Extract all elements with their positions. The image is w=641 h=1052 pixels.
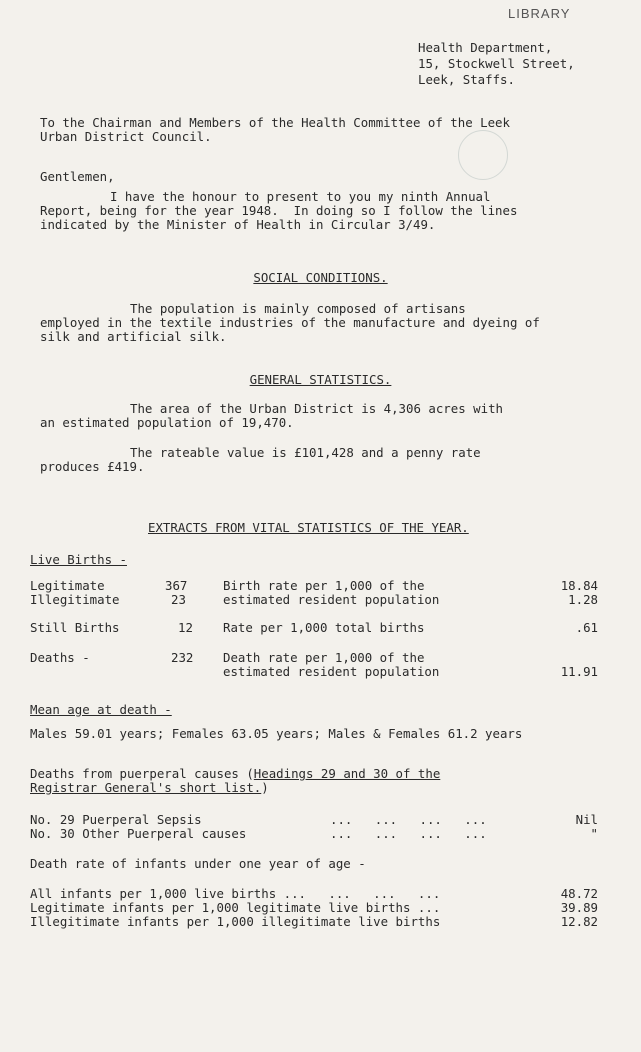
- row-value: .61: [575, 620, 598, 635]
- vital-heading: EXTRACTS FROM VITAL STATISTICS OF THE YEAR.: [148, 520, 469, 535]
- greeting: Gentlemen,: [40, 169, 115, 184]
- row-label: All infants per 1,000 live births ... ... ... ...: [30, 886, 441, 901]
- row-value: Nil: [575, 812, 598, 827]
- mean-age-heading: Mean age at death -: [30, 702, 172, 717]
- social-line-1: The population is mainly composed of artisans: [130, 301, 466, 316]
- address-line-2: 15, Stockwell Street,: [418, 56, 575, 71]
- row-label: Legitimate infants per 1,000 legitimate live births ...: [30, 900, 441, 915]
- row-count: 12: [178, 620, 193, 635]
- row-dots: ... ... ... ...: [330, 812, 487, 827]
- row-label: Deaths -: [30, 650, 90, 665]
- row-value: 48.72: [560, 886, 598, 901]
- general-line-4: produces £419.: [40, 459, 145, 474]
- puerperal-heading-underlined: Headings 29 and 30 of the: [253, 766, 441, 781]
- row-value: 1.28: [568, 592, 598, 607]
- row-desc: Rate per 1,000 total births: [223, 620, 425, 635]
- general-line-3: The rateable value is £101,428 and a penny rate: [130, 445, 481, 460]
- puerperal-heading-plain: Deaths from puerperal causes (: [30, 766, 254, 781]
- row-dots: ... ... ... ...: [330, 826, 487, 841]
- row-count: 232: [171, 650, 194, 665]
- library-stamp: LIBRARY: [508, 6, 571, 21]
- intro-line-2: Report, being for the year 1948. In doing so I follow the lines: [40, 203, 518, 218]
- address-line-1: Health Department,: [418, 40, 553, 55]
- intro-line-1: I have the honour to present to you my ninth Annual: [110, 189, 491, 204]
- row-value: 11.91: [560, 664, 598, 679]
- social-line-2: employed in the textile industries of the manufacture and dyeing of: [40, 315, 540, 330]
- row-value: 18.84: [560, 578, 598, 593]
- social-heading: SOCIAL CONDITIONS.: [253, 270, 388, 285]
- row-label: No. 29 Puerperal Sepsis: [30, 812, 202, 827]
- row-value: 39.89: [560, 900, 598, 915]
- row-count: 23: [171, 592, 186, 607]
- salutation-line-1: To the Chairman and Members of the Health Committee of the Leek: [40, 115, 510, 130]
- row-label: Still Births: [30, 620, 120, 635]
- general-heading: GENERAL STATISTICS.: [249, 372, 392, 387]
- salutation-line-2: Urban District Council.: [40, 129, 212, 144]
- row-desc: Death rate per 1,000 of the: [223, 650, 425, 665]
- general-line-1: The area of the Urban District is 4,306 acres with: [130, 401, 503, 416]
- row-label: Legitimate: [30, 578, 105, 593]
- puerperal-heading-2-end: ): [261, 780, 269, 795]
- infant-heading: Death rate of infants under one year of age -: [30, 856, 366, 871]
- row-label: Illegitimate: [30, 592, 120, 607]
- row-value: 12.82: [560, 914, 598, 929]
- row-desc: estimated resident population: [223, 664, 440, 679]
- row-value: ": [590, 826, 598, 841]
- puerperal-heading-line-2: [30, 780, 269, 795]
- row-desc: estimated resident population: [223, 592, 440, 607]
- social-line-3: silk and artificial silk.: [40, 329, 227, 344]
- mean-age-text: Males 59.01 years; Females 63.05 years; Males & Females 61.2 years: [30, 726, 523, 741]
- intro-line-3: indicated by the Minister of Health in Circular 3/49.: [40, 217, 436, 232]
- puerperal-heading-2-underlined: Registrar General's short list.: [30, 780, 262, 795]
- address-line-3: Leek, Staffs.: [418, 72, 515, 87]
- row-desc: Birth rate per 1,000 of the: [223, 578, 425, 593]
- puerperal-heading-line-1: [30, 766, 440, 781]
- general-line-2: an estimated population of 19,470.: [40, 415, 294, 430]
- live-births-label: Live Births -: [30, 552, 127, 567]
- row-count: 367: [165, 578, 188, 593]
- row-label: No. 30 Other Puerperal causes: [30, 826, 247, 841]
- row-label: Illegitimate infants per 1,000 illegitimate live births: [30, 914, 441, 929]
